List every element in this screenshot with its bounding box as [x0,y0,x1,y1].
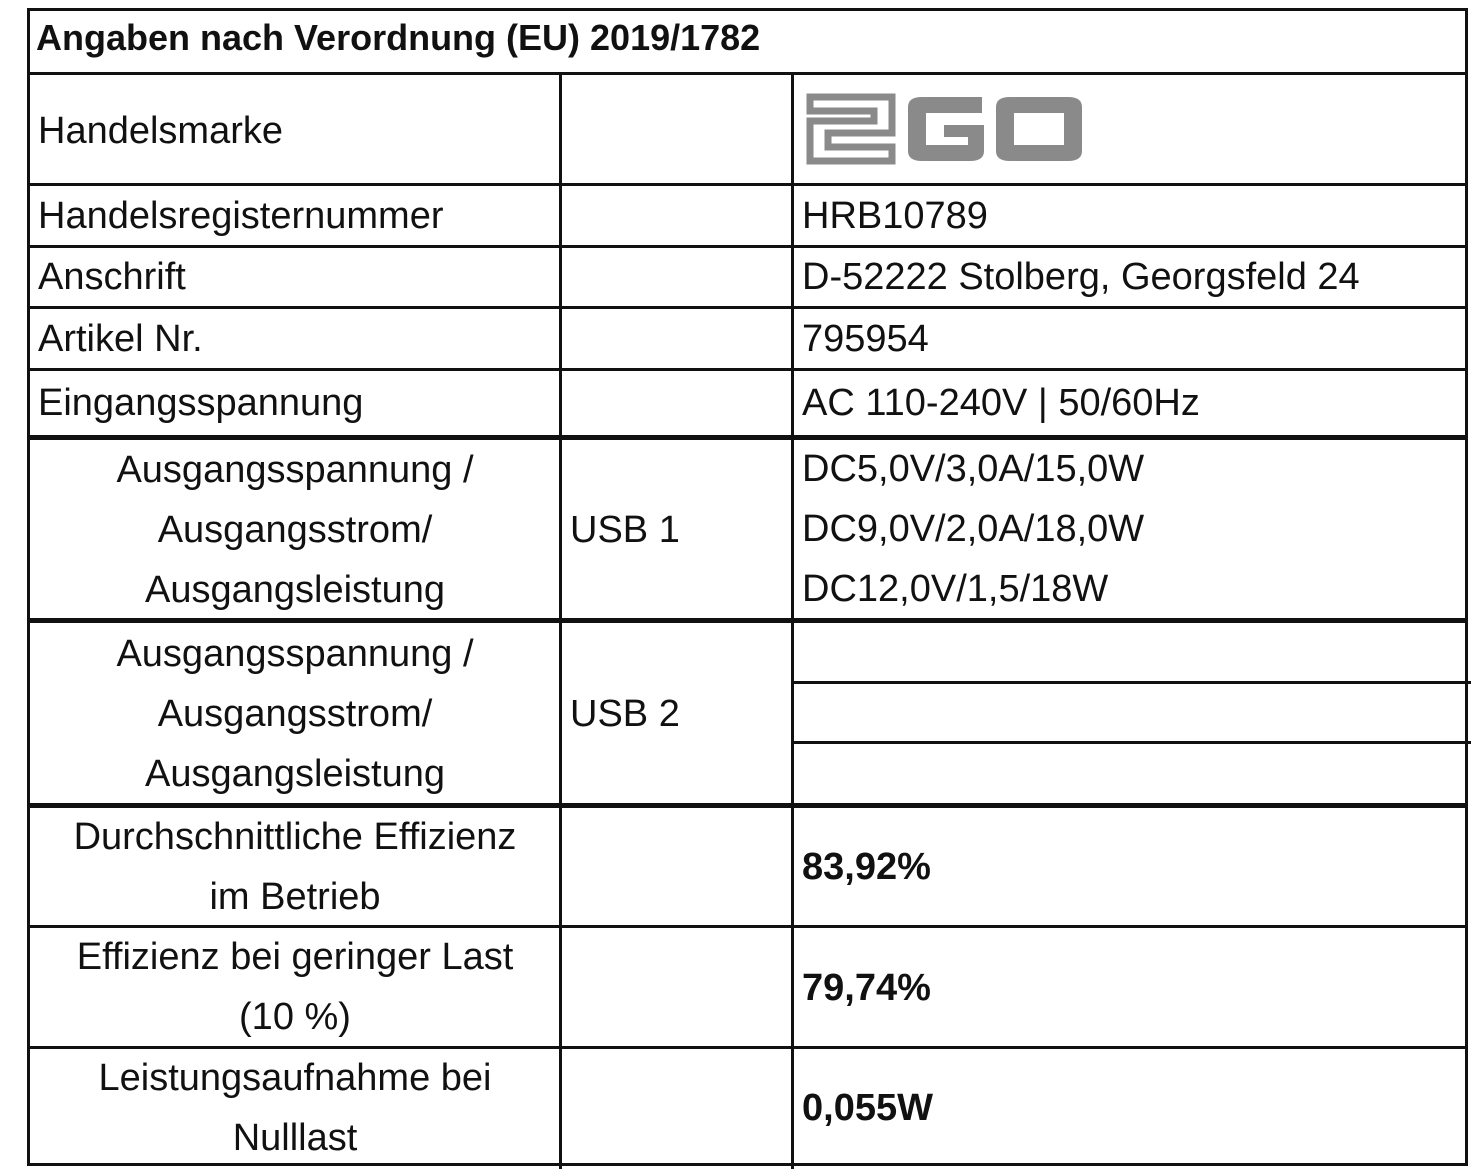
usb2-output-label [30,624,560,804]
value-line: DC9,0V/2,0A/18,0W [802,508,1145,550]
label-line: Ausgangsleistung [145,753,445,795]
article-label: Artikel Nr. [38,318,203,360]
label-line: (10 %) [239,996,351,1038]
brand-logo [806,93,1086,165]
avg-efficiency-label [30,808,560,926]
value-line: DC12,0V/1,5/18W [802,568,1109,610]
label-line: Durchschnittliche Effizienz [73,816,517,858]
input-voltage-value: AC 110-240V | 50/60Hz [802,382,1200,424]
label-line: Nulllast [232,1117,358,1159]
avg-efficiency-value: 83,92% [802,846,931,888]
divider [30,368,1465,371]
divider [793,681,1471,684]
label-line: Ausgangsleistung [145,569,445,611]
label-line: Leistungsaufnahme bei [98,1057,492,1099]
no-load-power-value: 0,055W [802,1087,933,1129]
label-line: im Betrieb [209,876,381,918]
low-load-efficiency-label [30,928,560,1046]
address-label: Anschrift [38,256,186,298]
usb1-output-label [30,441,560,619]
usb2-port: USB 2 [570,693,680,735]
no-load-power-label [30,1049,560,1167]
usb1-port: USB 1 [570,509,680,551]
usb1-values [802,439,1144,619]
spec-table [27,8,1468,1166]
article-value: 795954 [802,318,929,360]
label-line: Ausgangsstrom/ [157,509,433,551]
divider [30,72,1465,75]
label-line: Effizienz bei geringer Last [76,936,514,978]
register-label: Handelsregisternummer [38,195,444,237]
column-divider [791,75,794,1169]
address-value: D-52222 Stolberg, Georgsfeld 24 [802,256,1360,298]
low-load-efficiency-value: 79,74% [802,967,931,1009]
label-line: Ausgangsstrom/ [157,693,433,735]
brand-label: Handelsmarke [38,110,283,152]
table-title: Angaben nach Verordnung (EU) 2019/1782 [36,17,761,58]
register-value: HRB10789 [802,195,988,237]
label-line: Ausgangsspannung / [116,449,474,491]
label-line: Ausgangsspannung / [116,633,474,675]
divider [793,741,1471,744]
input-voltage-label: Eingangsspannung [38,382,364,424]
value-line: DC5,0V/3,0A/15,0W [802,448,1145,490]
